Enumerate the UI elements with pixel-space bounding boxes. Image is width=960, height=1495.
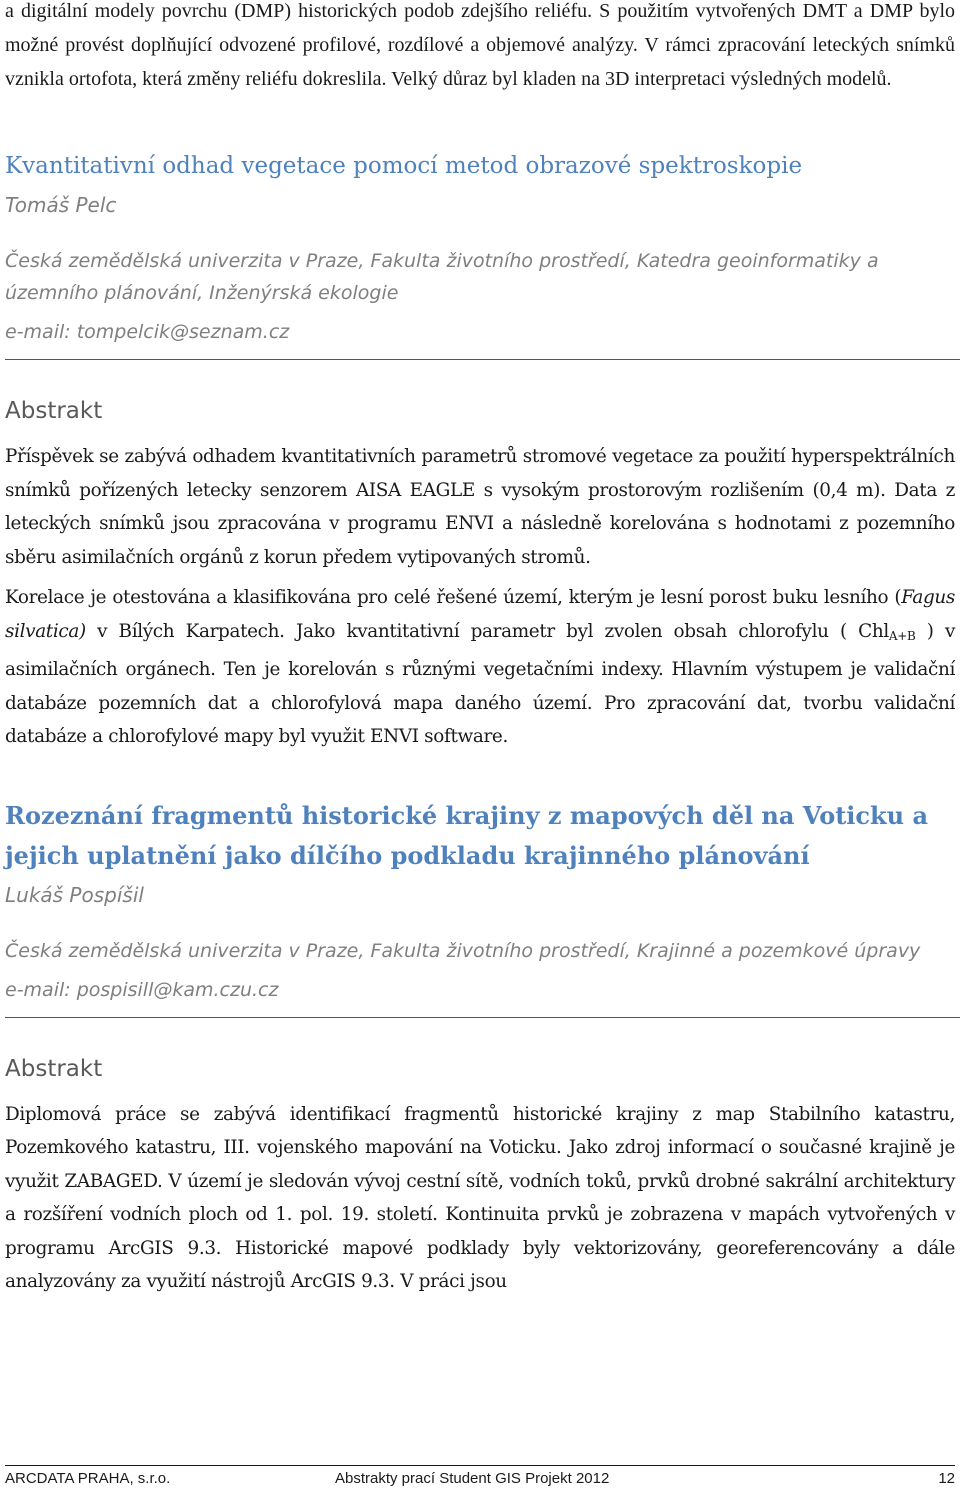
article-2-email: e-mail: pospisill@kam.czu.cz (5, 978, 279, 1001)
article-1-abstract-heading: Abstrakt (5, 398, 103, 424)
intro-paragraph: a digitální modely povrchu (DMP) historických podob zdejšího reliéfu. S použitím vytvořených DMT a DMP bylo možné provést doplňující odvozené profilové, rozdílové a objemové analýzy. V rámci zpracování leteckých snímků vznikla ortofota, která změny reliéfu dokreslila. Velký důraz byl kladen na 3D interpretaci výsledných modelů. (5, 0, 955, 90)
article-2 (5, 796, 955, 1299)
article-2-paragraph-1: Diplomová práce se zabývá identifikací fragmentů historické krajiny z map Stabilního katastru, Pozemkového katastru, III. vojenského mapování na Voticku. Jako zdroj informací o současné krajině je využit ZABAGED. V území je sledován vývoj cestní sítě, vodních toků, prvků drobné sakrální architektury a rozšíření vodních ploch od 1. pol. 19. století. Kontinuita prvků je zobrazena v mapách vytvořených v programu ArcGIS 9.3. Historické mapové podklady byly vektorizovány, georeferencovány a dále analyzovány za využití nástrojů ArcGIS 9.3. V práci jsou (5, 1103, 955, 1292)
chlorophyll-subscript: A+B (888, 628, 916, 643)
article-1 (5, 146, 955, 754)
article-1-paragraph-2-part-c: ) v asimilačních orgánech. Ten je korelován s různými vegetačními indexy. Hlavním výstupem je validační databáze pozemních dat a chlorofylová mapa daného území. Pro zpracování dat, tvorbu validační databáze a chlorofylové mapy byl využit ENVI software. (5, 620, 955, 747)
page-footer (5, 1465, 955, 1492)
article-1-affiliation: Česká zemědělská univerzita v Praze, Fakulta životního prostředí, Katedra geoinformatiky a územního plánování, Inženýrská ekologie (5, 250, 879, 304)
article-1-paragraph-1: Příspěvek se zabývá odhadem kvantitativních parametrů stromové vegetace za použití hyperspektrálních snímků pořízených letecky senzorem AISA EAGLE s vysokým prostorovým rozlišením (0,4 m). Data z leteckých snímků jsou zpracována v programu ENVI a následně korelována s hodnotami z pozemního sběru asimilačních orgánů z korun předem vytipovaných stromů. (5, 446, 955, 568)
document-page (5, 0, 955, 1299)
article-2-affiliation: Česká zemědělská univerzita v Praze, Fakulta životního prostředí, Krajinné a pozemkové úpravy (5, 939, 921, 962)
article-2-abstract-heading: Abstrakt (5, 1055, 103, 1082)
article-1-title: Kvantitativní odhad vegetace pomocí metod obrazové spektroskopie (5, 153, 803, 179)
article-1-abstract-body (5, 440, 955, 754)
footer-publisher: ARCDATA PRAHA, s.r.o. (5, 1470, 171, 1487)
footer-page-number: 12 (938, 1470, 955, 1487)
article-1-divider (5, 359, 960, 360)
article-2-title: Rozeznání fragmentů historické krajiny z mapových děl na Voticku a jejich uplatnění jako dílčího podkladu krajinného plánování (5, 800, 929, 870)
article-1-paragraph-2-part-b: v Bílých Karpatech. Jako kvantitativní parametr byl zvolen obsah chlorofylu ( Chl (85, 620, 889, 642)
article-1-species-name: Fagus silvatica) (5, 587, 955, 642)
article-2-divider (5, 1017, 960, 1018)
article-2-author: Lukáš Pospíšil (5, 882, 144, 907)
article-2-abstract-body (5, 1098, 955, 1299)
article-1-author: Tomáš Pelc (5, 193, 117, 217)
article-1-paragraph-2 (5, 581, 955, 754)
article-1-paragraph-2-part-a: Korelace je otestována a klasifikována pro celé řešené území, kterým je lesní porost buku lesního ( (5, 587, 902, 608)
article-1-email: e-mail: tompelcik@seznam.cz (5, 321, 290, 343)
intro-section (5, 0, 955, 96)
footer-publication-title: Abstrakty prací Student GIS Projekt 2012 (335, 1470, 610, 1487)
